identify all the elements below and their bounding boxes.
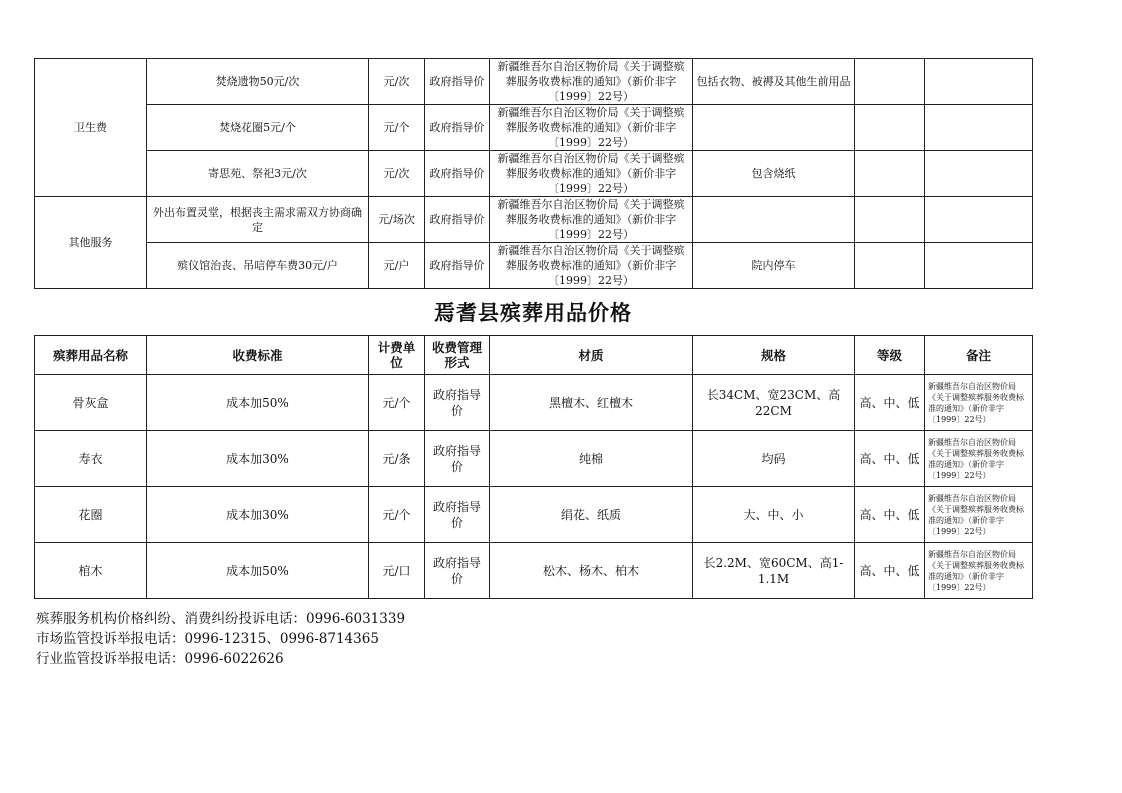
grade-cell: 高、中、低	[855, 375, 925, 431]
extra-cell	[855, 243, 925, 289]
unit-cell: 元/个	[369, 375, 425, 431]
unit-cell: 元/个	[369, 105, 425, 151]
spec-cell: 大、中、小	[693, 487, 855, 543]
material-cell: 绢花、纸质	[490, 487, 693, 543]
unit-cell: 元/口	[369, 543, 425, 599]
unit-cell: 元/户	[369, 243, 425, 289]
extra-cell	[855, 151, 925, 197]
mgmt-cell: 政府指导价	[425, 105, 490, 151]
mgmt-cell: 政府指导价	[425, 375, 490, 431]
funeral-goods-table	[34, 335, 1033, 599]
header-standard: 收费标准	[147, 336, 369, 375]
standard-cell: 成本加50%	[147, 543, 369, 599]
mgmt-cell: 政府指导价	[425, 243, 490, 289]
mgmt-cell: 政府指导价	[425, 151, 490, 197]
header-unit: 计费单位	[369, 336, 425, 375]
table-row	[35, 543, 1033, 599]
unit-cell: 元/条	[369, 431, 425, 487]
remark-cell: 新疆维吾尔自治区物价局《关于调整殡葬服务收费标准的通知》（新价非字〔1999〕22号）	[925, 375, 1033, 431]
extra-cell	[925, 151, 1033, 197]
unit-cell: 元/次	[369, 151, 425, 197]
item-cell: 焚烧遗物50元/次	[147, 59, 369, 105]
extra-cell	[855, 197, 925, 243]
extra-cell	[925, 59, 1033, 105]
standard-cell: 成本加30%	[147, 431, 369, 487]
material-cell: 纯棉	[490, 431, 693, 487]
spec-cell: 均码	[693, 431, 855, 487]
basis-cell: 新疆维吾尔自治区物价局《关于调整殡葬服务收费标准的通知》（新价非字〔1999〕22号）	[490, 151, 693, 197]
table-row	[35, 243, 1033, 289]
mgmt-cell: 政府指导价	[425, 487, 490, 543]
note-cell: 院内停车	[693, 243, 855, 289]
item-cell: 外出布置灵堂，根据丧主需求需双方协商确定	[147, 197, 369, 243]
header-material: 材质	[490, 336, 693, 375]
table-row	[35, 105, 1033, 151]
unit-cell: 元/次	[369, 59, 425, 105]
contact-line-industry: 行业监管投诉举报电话：0996-6022626	[36, 651, 284, 667]
name-cell: 寿衣	[35, 431, 147, 487]
header-grade: 等级	[855, 336, 925, 375]
note-cell	[693, 105, 855, 151]
standard-cell: 成本加50%	[147, 375, 369, 431]
remark-cell: 新疆维吾尔自治区物价局《关于调整殡葬服务收费标准的通知》（新价非字〔1999〕22号）	[925, 431, 1033, 487]
note-cell: 包含烧纸	[693, 151, 855, 197]
note-cell	[693, 197, 855, 243]
complaint-contacts	[36, 609, 405, 669]
header-name: 殡葬用品名称	[35, 336, 147, 375]
table-row	[35, 487, 1033, 543]
table-row	[35, 151, 1033, 197]
remark-cell: 新疆维吾尔自治区物价局《关于调整殡葬服务收费标准的通知》（新价非字〔1999〕22号）	[925, 487, 1033, 543]
unit-cell: 元/个	[369, 487, 425, 543]
item-cell: 殡仪馆治丧、吊唁停车费30元/户	[147, 243, 369, 289]
note-cell: 包括衣物、被褥及其他生前用品	[693, 59, 855, 105]
basis-cell: 新疆维吾尔自治区物价局《关于调整殡葬服务收费标准的通知》（新价非字〔1999〕22号）	[490, 105, 693, 151]
item-cell: 焚烧花圈5元/个	[147, 105, 369, 151]
service-fee-table	[34, 58, 1033, 289]
contact-line-pricing: 殡葬服务机构价格纠纷、消费纠纷投诉电话：0996-6031339	[36, 611, 406, 627]
header-mgmt: 收费管理形式	[425, 336, 490, 375]
extra-cell	[855, 105, 925, 151]
category-cell: 其他服务	[35, 197, 147, 289]
name-cell: 棺木	[35, 543, 147, 599]
item-cell: 寄思苑、祭祀3元/次	[147, 151, 369, 197]
basis-cell: 新疆维吾尔自治区物价局《关于调整殡葬服务收费标准的通知》（新价非字〔1999〕22号）	[490, 197, 693, 243]
name-cell: 花圈	[35, 487, 147, 543]
basis-cell: 新疆维吾尔自治区物价局《关于调整殡葬服务收费标准的通知》（新价非字〔1999〕22号）	[490, 59, 693, 105]
grade-cell: 高、中、低	[855, 487, 925, 543]
extra-cell	[855, 59, 925, 105]
header-spec: 规格	[693, 336, 855, 375]
table-row	[35, 59, 1033, 105]
unit-cell: 元/场次	[369, 197, 425, 243]
table-row	[35, 375, 1033, 431]
header-remark: 备注	[925, 336, 1033, 375]
spec-cell: 长2.2M、宽60CM、高1-1.1M	[693, 543, 855, 599]
page-title: 焉耆县殡葬用品价格	[434, 301, 632, 325]
table-row	[35, 197, 1033, 243]
standard-cell: 成本加30%	[147, 487, 369, 543]
mgmt-cell: 政府指导价	[425, 197, 490, 243]
mgmt-cell: 政府指导价	[425, 431, 490, 487]
material-cell: 松木、杨木、柏木	[490, 543, 693, 599]
grade-cell: 高、中、低	[855, 431, 925, 487]
extra-cell	[925, 243, 1033, 289]
extra-cell	[925, 105, 1033, 151]
header-row	[35, 336, 1033, 375]
spec-cell: 长34CM、宽23CM、高22CM	[693, 375, 855, 431]
table-row	[35, 431, 1033, 487]
basis-cell: 新疆维吾尔自治区物价局《关于调整殡葬服务收费标准的通知》（新价非字〔1999〕22号）	[490, 243, 693, 289]
name-cell: 骨灰盒	[35, 375, 147, 431]
mgmt-cell: 政府指导价	[425, 543, 490, 599]
material-cell: 黑檀木、红檀木	[490, 375, 693, 431]
category-cell: 卫生费	[35, 59, 147, 197]
mgmt-cell: 政府指导价	[425, 59, 490, 105]
extra-cell	[925, 197, 1033, 243]
contact-line-market: 市场监管投诉举报电话：0996-12315、0996-8714365	[36, 631, 379, 647]
grade-cell: 高、中、低	[855, 543, 925, 599]
remark-cell: 新疆维吾尔自治区物价局《关于调整殡葬服务收费标准的通知》（新价非字〔1999〕22号）	[925, 543, 1033, 599]
